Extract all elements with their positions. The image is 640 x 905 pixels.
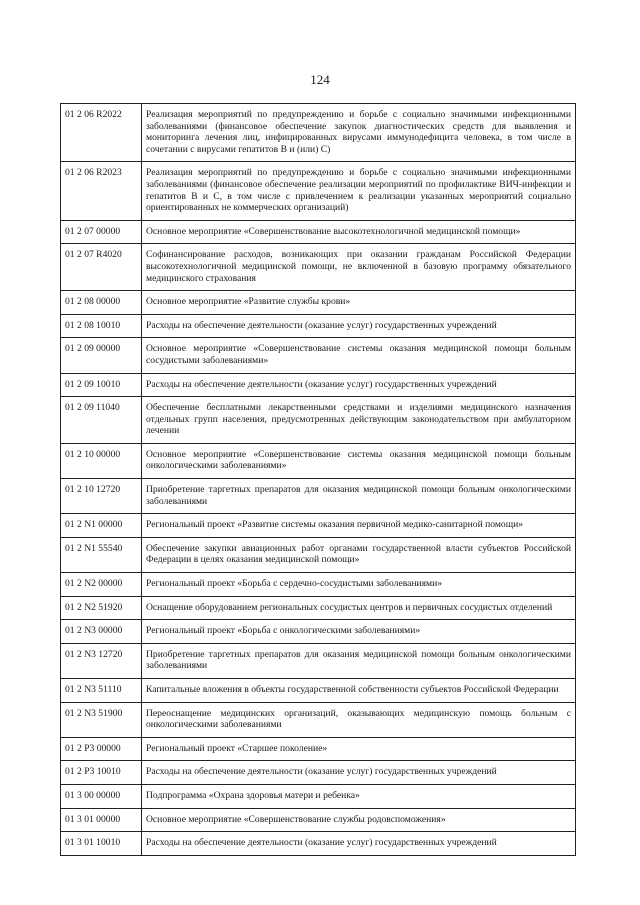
row-description: Софинансирование расходов, возникающих при оказании гражданам Российской Федерации высокотехнологичной медицинской помощи, не включенной в базовую программу обязательного медицинского страхования <box>142 244 576 291</box>
row-code: 01 2 09 10010 <box>61 373 142 397</box>
row-description: Капитальные вложения в объекты государственной собственности субъектов Российской Федерации <box>142 679 576 703</box>
row-description: Основное мероприятие «Совершенствование системы оказания медицинской помощи больным сосудистыми заболеваниями» <box>142 338 576 373</box>
table-row <box>61 104 576 162</box>
row-code: 01 3 01 00000 <box>61 808 142 832</box>
row-code: 01 3 01 10010 <box>61 832 142 856</box>
row-code: 01 2 N3 00000 <box>61 620 142 644</box>
table-row <box>61 784 576 808</box>
row-description: Региональный проект «Борьба с сердечно-сосудистыми заболеваниями» <box>142 573 576 597</box>
row-description: Расходы на обеспечение деятельности (оказание услуг) государственных учреждений <box>142 761 576 785</box>
table-row <box>61 291 576 315</box>
row-description: Расходы на обеспечение деятельности (оказание услуг) государственных учреждений <box>142 314 576 338</box>
row-description: Основное мероприятие «Совершенствование высокотехнологичной медицинской помощи» <box>142 220 576 244</box>
row-description: Расходы на обеспечение деятельности (оказание услуг) государственных учреждений <box>142 373 576 397</box>
row-description: Основное мероприятие «Совершенствование системы оказания медицинской помощи больным онкологическими заболеваниями» <box>142 443 576 478</box>
row-code: 01 2 P3 00000 <box>61 737 142 761</box>
table-row <box>61 832 576 856</box>
row-code: 01 2 N2 51920 <box>61 596 142 620</box>
row-description: Приобретение таргетных препаратов для оказания медицинской помощи больным онкологическими заболеваниями <box>142 643 576 678</box>
table-row <box>61 162 576 220</box>
table-row <box>61 702 576 737</box>
table-row <box>61 244 576 291</box>
row-code: 01 2 08 10010 <box>61 314 142 338</box>
row-code: 01 2 N1 00000 <box>61 514 142 538</box>
row-description: Региональный проект «Развитие системы оказания первичной медико-санитарной помощи» <box>142 514 576 538</box>
table-row <box>61 220 576 244</box>
table-row <box>61 314 576 338</box>
table-row <box>61 808 576 832</box>
row-code: 01 2 08 00000 <box>61 291 142 315</box>
row-description: Обеспечение бесплатными лекарственными средствами и изделиями медицинского назначения отдельных групп населения, предусмотренных действующим законодательством при амбулаторном лечении <box>142 397 576 444</box>
row-description: Подпрограмма «Охрана здоровья матери и ребенка» <box>142 784 576 808</box>
table-row <box>61 479 576 514</box>
budget-classification-table <box>60 103 576 856</box>
row-description: Основное мероприятие «Развитие службы крови» <box>142 291 576 315</box>
row-description: Основное мероприятие «Совершенствование службы родовспоможения» <box>142 808 576 832</box>
row-description: Обеспечение закупки авиационных работ органами государственной власти субъектов Российской Федерации в целях оказания медицинской помощи» <box>142 537 576 572</box>
table-row <box>61 573 576 597</box>
row-description: Переоснащение медицинских организаций, оказывающих медицинскую помощь больным с онкологическими заболеваниями <box>142 702 576 737</box>
table-row <box>61 443 576 478</box>
row-code: 01 2 N3 12720 <box>61 643 142 678</box>
table-row <box>61 373 576 397</box>
table-row <box>61 620 576 644</box>
row-code: 01 3 00 00000 <box>61 784 142 808</box>
table-row <box>61 643 576 678</box>
row-description: Региональный проект «Борьба с онкологическими заболеваниями» <box>142 620 576 644</box>
row-code: 01 2 N3 51110 <box>61 679 142 703</box>
row-description: Реализация мероприятий по предупреждению и борьбе с социально значимыми инфекционными заболеваниями (финансовое обеспечение закупок диагностических средств для выявления и мониторинга лечения лиц, инфицированных вирусами иммунодефицита человека, в том числе в сочетании с вирусами гепатитов В и (или) С) <box>142 104 576 162</box>
row-description: Региональный проект «Старшее поколение» <box>142 737 576 761</box>
table-row <box>61 737 576 761</box>
table-row <box>61 596 576 620</box>
page-number: 124 <box>310 72 330 87</box>
row-code: 01 2 10 12720 <box>61 479 142 514</box>
row-description: Реализация мероприятий по предупреждению и борьбе с социально значимыми инфекционными заболеваниями (финансовое обеспечение реализации мероприятий по профилактике ВИЧ-инфекции и гепатитов В и С, в том числе с привлечением к реализации указанных мероприятий социально ориентированных не коммерческих организаций) <box>142 162 576 220</box>
table-row <box>61 514 576 538</box>
table-row <box>61 397 576 444</box>
row-code: 01 2 P3 10010 <box>61 761 142 785</box>
row-code: 01 2 N2 00000 <box>61 573 142 597</box>
table-row <box>61 761 576 785</box>
row-code: 01 2 09 00000 <box>61 338 142 373</box>
row-description: Расходы на обеспечение деятельности (оказание услуг) государственных учреждений <box>142 832 576 856</box>
row-description: Приобретение таргетных препаратов для оказания медицинской помощи больным онкологическими заболеваниями <box>142 479 576 514</box>
row-code: 01 2 N1 55540 <box>61 537 142 572</box>
row-description: Оснащение оборудованием региональных сосудистых центров и первичных сосудистых отделений <box>142 596 576 620</box>
row-code: 01 2 06 R2022 <box>61 104 142 162</box>
row-code: 01 2 09 11040 <box>61 397 142 444</box>
row-code: 01 2 07 00000 <box>61 220 142 244</box>
row-code: 01 2 N3 51900 <box>61 702 142 737</box>
table-row <box>61 679 576 703</box>
row-code: 01 2 07 R4020 <box>61 244 142 291</box>
table-row <box>61 338 576 373</box>
row-code: 01 2 10 00000 <box>61 443 142 478</box>
table-row <box>61 537 576 572</box>
row-code: 01 2 06 R2023 <box>61 162 142 220</box>
